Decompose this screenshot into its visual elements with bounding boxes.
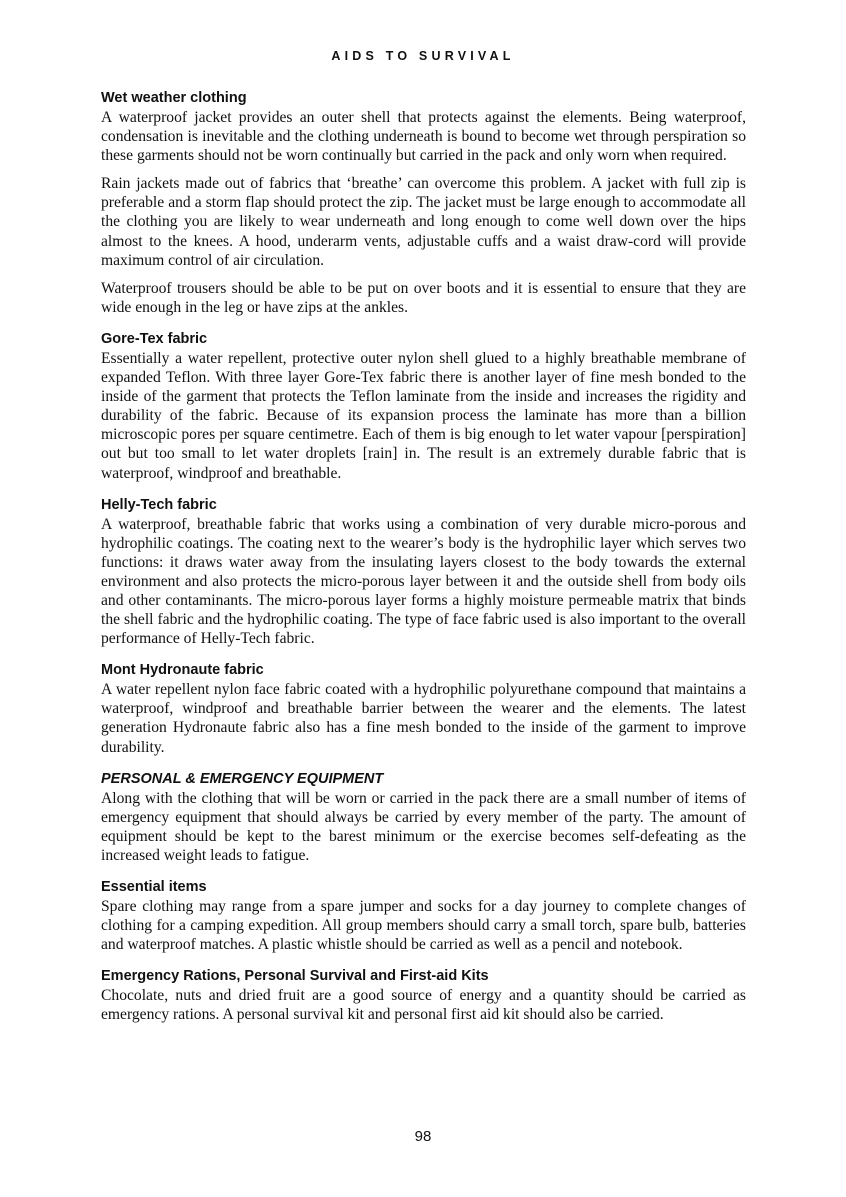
- paragraph: Rain jackets made out of fabrics that ‘breathe’ can overcome this problem. A jacket with full zip is preferable and a storm flap should protect the zip. The jacket must be large enough to accommodate all the clothing you are likely to wear underneath and long enough to come well down over the hips almost to the knees. A hood, underarm vents, adjustable cuffs and a waist draw-cord will provide maximum control of air circulation.: [101, 175, 746, 269]
- paragraph: Chocolate, nuts and dried fruit are a good source of energy and a quantity should be carried as emergency rations. A personal survival kit and personal first aid kit should also be carried.: [101, 987, 746, 1024]
- section-wet-weather-clothing: [101, 89, 746, 317]
- section-heading: Gore-Tex fabric: [101, 330, 208, 347]
- section-heading: Mont Hydronaute fabric: [101, 662, 264, 679]
- paragraph: A waterproof, breathable fabric that works using a combination of very durable micro-porous and hydrophilic coatings. The coating next to the wearer’s body is the hydrophilic layer which serves two functions: it draws water away from the insulating layers closest to the body towards the external environment and also protects the micro-porous layer between it and the outside shell from body oils and other contaminants. The micro-porous layer forms a highly moisture permeable matrix that binds the shell fabric and the hydrophilic coating. The type of face fabric used is also important to the overall performance of Helly-Tech fabric.: [101, 515, 746, 648]
- running-head: AIDS TO SURVIVAL: [331, 49, 515, 63]
- section-heading: Essential items: [101, 879, 207, 895]
- section-personal-emergency-equipment: [101, 770, 746, 865]
- section-essential-items: [101, 878, 746, 954]
- paragraph: Essentially a water repellent, protective outer nylon shell glued to a highly breathable membrane of expanded Teflon. With three layer Gore-Tex fabric there is another layer of fine mesh bonded to the inside of the garment that protects the Teflon laminate from the inside and increases the rigidity and durability of the fabric. Because of its expansion process the laminate has more than a billion microscopic pores per square centimetre. Each of them is big enough to let water vapour [perspiration] out but too small to let water droplets [rain] in. The result is an extremely durable fabric that is waterproof, windproof and breathable.: [101, 349, 746, 482]
- section-heading: Helly-Tech fabric: [101, 496, 217, 513]
- page-number: 98: [414, 1128, 432, 1145]
- paragraph: A water repellent nylon face fabric coated with a hydrophilic polyurethane compound that maintains a waterproof, windproof and breathable barrier between the wearer and the elements. The latest generation Hydronaute fabric also has a fine mesh bonded to the inside of the garment to improve durability.: [101, 681, 746, 756]
- section-helly-tech-fabric: [101, 496, 746, 649]
- section-emergency-rations: [101, 967, 746, 1024]
- paragraph: Waterproof trousers should be able to be put on over boots and it is essential to ensure that they are wide enough in the leg or have zips at the ankles.: [101, 279, 746, 316]
- page-body: [101, 89, 746, 1037]
- paragraph: A waterproof jacket provides an outer shell that protects against the elements. Being waterproof, condensation is inevitable and the clothing underneath is bound to become wet through perspiration so these garments should not be worn continually but carried in the pack and only worn when required.: [101, 109, 746, 165]
- major-section-heading: PERSONAL & EMERGENCY EQUIPMENT: [101, 770, 384, 787]
- paragraph: Spare clothing may range from a spare jumper and socks for a day journey to complete changes of clothing for a camping expedition. All group members should carry a small torch, spare bulb, batteries and waterproof matches. A plastic whistle should be carried as well as a pencil and notebook.: [101, 898, 746, 954]
- section-heading: Emergency Rations, Personal Survival and First-aid Kits: [101, 968, 489, 985]
- section-gore-tex-fabric: [101, 330, 746, 483]
- section-mont-hydronaute-fabric: [101, 661, 746, 756]
- paragraph: Along with the clothing that will be worn or carried in the pack there are a small number of items of emergency equipment that should always be carried by every member of the party. The amount of equipment should be kept to the barest minimum or the exercise becomes self-defeating as the increased weight leads to fatigue.: [101, 789, 746, 864]
- section-heading: Wet weather clothing: [101, 90, 247, 106]
